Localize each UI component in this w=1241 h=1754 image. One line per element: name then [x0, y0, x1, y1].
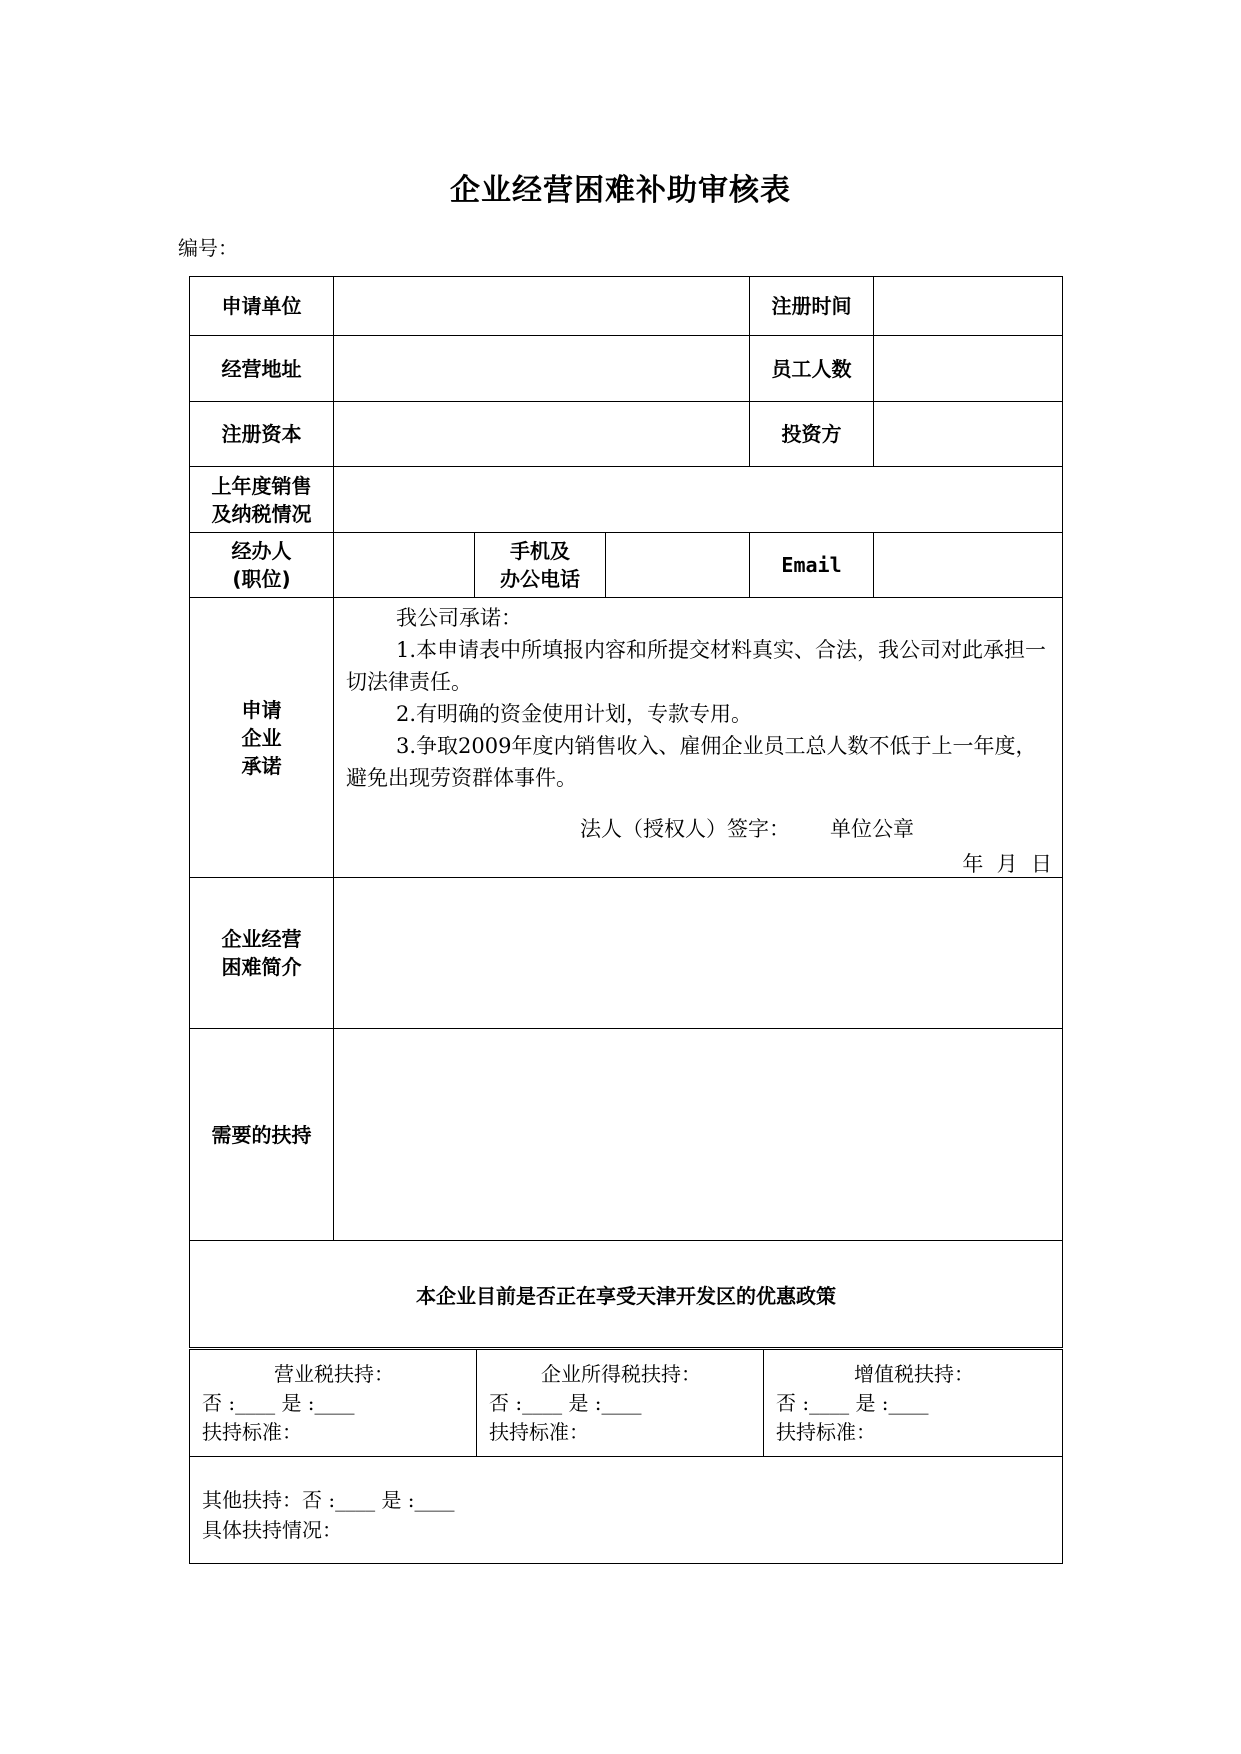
label-staff-count: 员工人数	[750, 336, 874, 402]
tax-support-business[interactable]	[190, 1350, 477, 1457]
other-support-details: 具体扶持情况：	[202, 1518, 342, 1542]
page-title: 企业经营困难补助审核表	[450, 173, 791, 208]
field-difficulty[interactable]	[334, 878, 1063, 1029]
tax-support-standard: 扶持标准：	[202, 1420, 302, 1444]
tax-support-standard: 扶持标准：	[489, 1420, 589, 1444]
field-investor[interactable]	[874, 402, 1063, 467]
label-difficulty	[190, 878, 334, 1029]
label-handler	[190, 533, 334, 598]
field-reg-capital[interactable]	[334, 402, 750, 467]
label-support-needed: 需要的扶持	[190, 1029, 334, 1241]
label-sales-tax-line1: 上年度销售	[211, 473, 312, 498]
label-pledge-line2: 企业	[241, 725, 282, 750]
other-support-options: 其他扶持：否 :____ 是 :____	[202, 1488, 455, 1512]
label-handler-line2: (职位)	[232, 567, 291, 591]
form-row-pledge	[190, 598, 1063, 878]
field-address[interactable]	[334, 336, 750, 402]
application-form-table-main	[189, 276, 1063, 1348]
form-row-applicant	[190, 277, 1063, 336]
form-row-capital	[190, 402, 1063, 467]
tax-support-vat[interactable]	[764, 1350, 1063, 1457]
field-staff-count[interactable]	[874, 336, 1063, 402]
label-sales-tax-line2: 及纳税情况	[211, 501, 312, 526]
label-pledge-line3: 承诺	[241, 753, 282, 778]
field-email[interactable]	[874, 533, 1063, 598]
field-handler[interactable]	[334, 533, 475, 598]
tax-support-table	[189, 1349, 1063, 1564]
pledge-intro: 我公司承诺：	[396, 606, 522, 630]
label-phone	[475, 533, 606, 598]
label-phone-line1: 手机及	[510, 539, 570, 563]
form-row-address	[190, 336, 1063, 402]
label-reg-time: 注册时间	[750, 277, 874, 336]
label-pledge-line1: 申请	[241, 697, 282, 722]
form-row-handler	[190, 533, 1063, 598]
policy-question: 本企业目前是否正在享受天津开发区的优惠政策	[190, 1241, 1063, 1348]
serial-number-label: 编号：	[178, 236, 238, 260]
field-support-needed[interactable]	[334, 1029, 1063, 1241]
other-support-cell[interactable]	[190, 1457, 1063, 1564]
tax-support-options: 否 :____ 是 :____	[776, 1391, 929, 1415]
tax-support-heading: 营业税扶持：	[274, 1362, 394, 1386]
field-phone[interactable]	[606, 533, 750, 598]
label-sales-tax	[190, 467, 334, 533]
label-investor: 投资方	[750, 402, 874, 467]
label-difficulty-line2: 困难简介	[221, 955, 302, 979]
label-difficulty-line1: 企业经营	[221, 927, 302, 951]
label-email: Email	[750, 533, 874, 598]
label-reg-capital: 注册资本	[190, 402, 334, 467]
tax-support-options: 否 :____ 是 :____	[202, 1391, 355, 1415]
label-address: 经营地址	[190, 336, 334, 402]
field-applicant[interactable]	[334, 277, 750, 336]
tax-support-income[interactable]	[477, 1350, 764, 1457]
pledge-item-2: 2.有明确的资金使用计划，专款专用。	[396, 702, 753, 726]
pledge-item-1: 1.本申请表中所填报内容和所提交材料真实、合法，我公司对此承担一切法律责任。	[346, 638, 1047, 694]
pledge-date-line: 年 月 日	[962, 852, 1053, 876]
pledge-cell	[334, 598, 1063, 878]
pledge-item-3: 3.争取2009年度内销售收入、雇佣企业员工总人数不低于上一年度，避免出现劳资群体事件。	[346, 734, 1037, 790]
form-row-other-support	[190, 1457, 1063, 1564]
label-handler-line1: 经办人	[231, 539, 292, 563]
label-pledge	[190, 598, 334, 878]
form-row-policy-question	[190, 1241, 1063, 1348]
field-reg-time[interactable]	[874, 277, 1063, 336]
form-row-sales-tax	[190, 467, 1063, 533]
form-row-difficulty	[190, 878, 1063, 1029]
label-phone-line2: 办公电话	[500, 567, 580, 591]
form-row-support-needed	[190, 1029, 1063, 1241]
tax-support-heading: 增值税扶持：	[854, 1362, 974, 1386]
label-applicant: 申请单位	[190, 277, 334, 336]
tax-support-standard: 扶持标准：	[776, 1420, 876, 1444]
tax-support-heading: 企业所得税扶持：	[541, 1362, 701, 1386]
field-sales-tax[interactable]	[334, 467, 1063, 533]
form-row-tax-support	[190, 1350, 1063, 1457]
pledge-signature-line: 法人（授权人）签字： 单位公章	[580, 817, 915, 841]
tax-support-options: 否 :____ 是 :____	[489, 1391, 642, 1415]
